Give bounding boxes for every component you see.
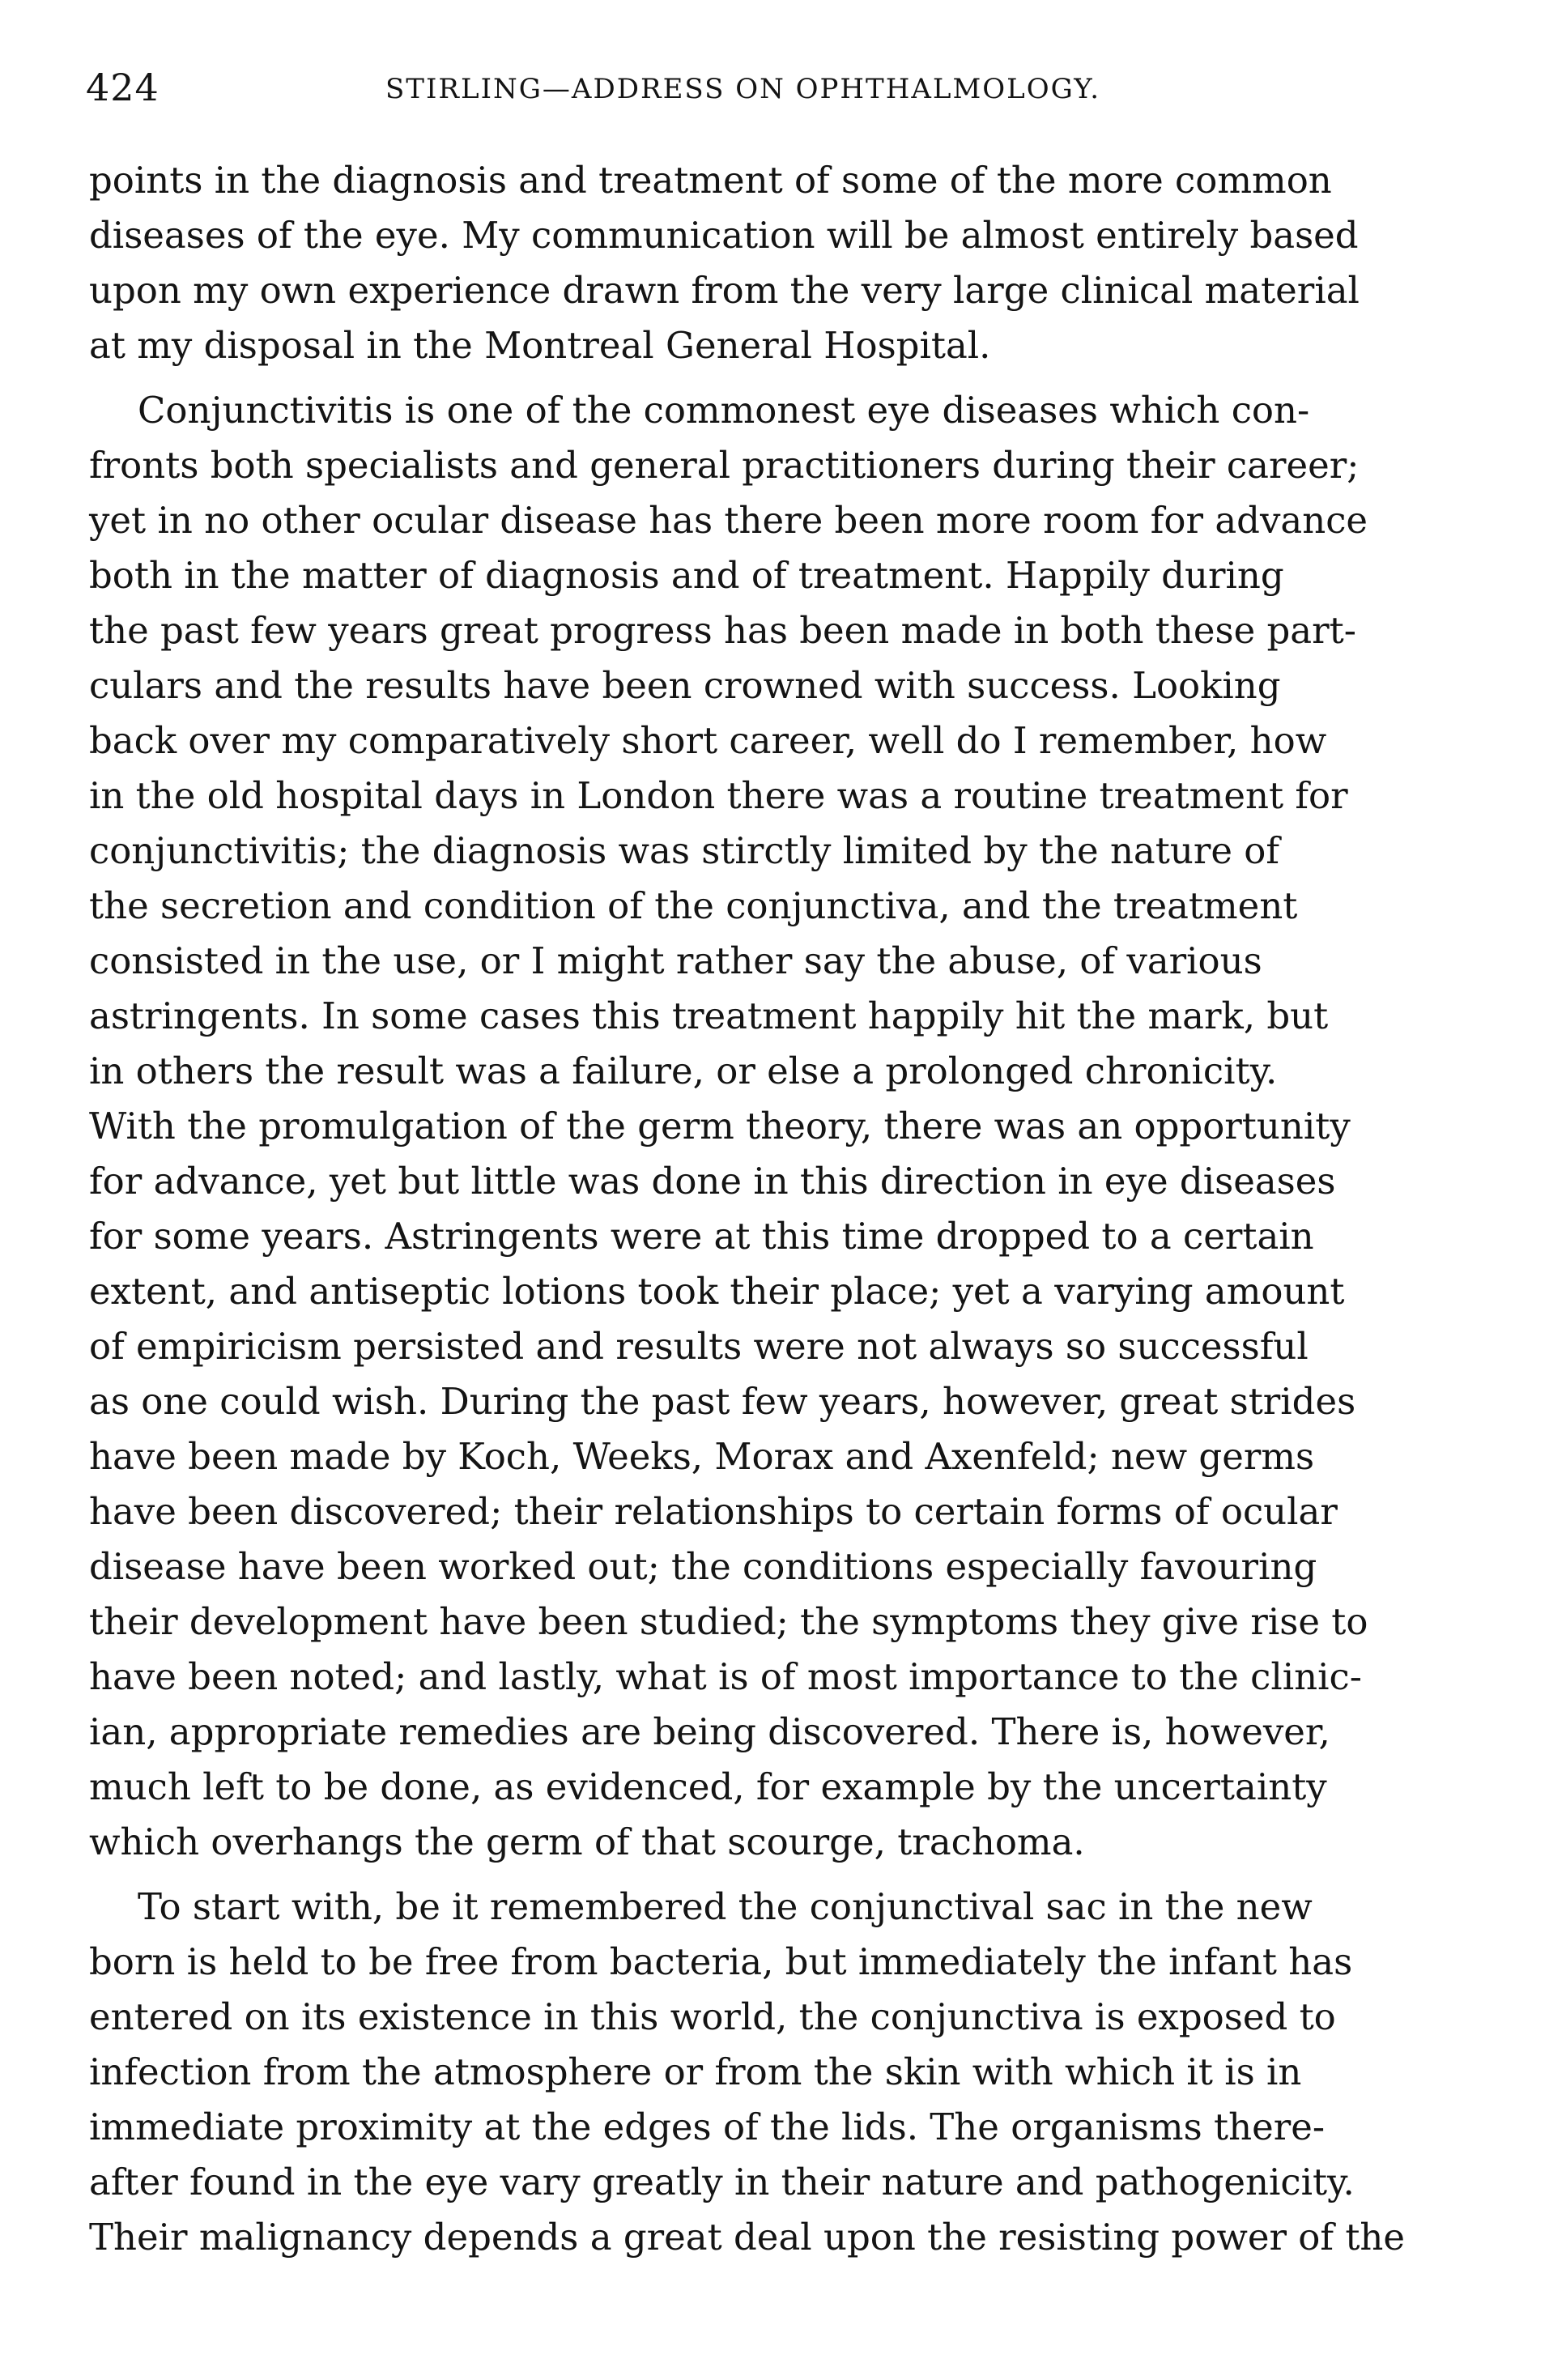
text-line: as one could wish. During the past few years, however, great strides bbox=[89, 1380, 1356, 1423]
text-line: culars and the results have been crowned with success. Looking bbox=[89, 664, 1281, 707]
text-line: astringents. In some cases this treatment happily hit the mark, but bbox=[89, 994, 1329, 1037]
text-line: the secretion and condition of the conjunctiva, and the treatment bbox=[89, 884, 1298, 927]
text-line: of empiricism persisted and results were not always so successful bbox=[89, 1325, 1309, 1368]
text-line: infection from the atmosphere or from the skin with which it is in bbox=[89, 2050, 1302, 2093]
text-line: for some years. Astringents were at this time dropped to a certain bbox=[89, 1215, 1314, 1258]
text-line: the past few years great progress has been made in both these part- bbox=[89, 609, 1356, 652]
text-line: extent, and antiseptic lotions took their place; yet a varying amount bbox=[89, 1270, 1345, 1313]
text-line: in the old hospital days in London there was a routine treatment for bbox=[89, 774, 1348, 817]
text-line: both in the matter of diagnosis and of treatment. Happily during bbox=[89, 554, 1284, 597]
text-line: have been noted; and lastly, what is of most importance to the clinic- bbox=[89, 1655, 1362, 1698]
text-line: at my disposal in the Montreal General Hospital. bbox=[89, 324, 991, 367]
text-line: diseases of the eye. My communication will be almost entirely based bbox=[89, 214, 1359, 257]
text-line: in others the result was a failure, or else a prolonged chronicity. bbox=[89, 1049, 1278, 1092]
running-head: STIRLING—ADDRESS ON OPHTHALMOLOGY. bbox=[385, 73, 1101, 105]
page-header bbox=[86, 63, 1472, 112]
text-line: entered on its existence in this world, the conjunctiva is exposed to bbox=[89, 1995, 1336, 2038]
text-line: points in the diagnosis and treatment of some of the more common bbox=[89, 159, 1332, 202]
text-line: have been discovered; their relationships to certain forms of ocular bbox=[89, 1490, 1338, 1533]
text-line: immediate proximity at the edges of the lids. The organisms there- bbox=[89, 2105, 1326, 2148]
text-line: consisted in the use, or I might rather say the abuse, of various bbox=[89, 939, 1262, 982]
paragraph-start-line: To start with, be it remembered the conjunctival sac in the new bbox=[138, 1885, 1313, 1928]
text-line: disease have been worked out; the conditions especially favouring bbox=[89, 1545, 1317, 1588]
text-line: yet in no other ocular disease has there been more room for advance bbox=[89, 499, 1368, 542]
text-line: With the promulgation of the germ theory, there was an opportunity bbox=[89, 1105, 1351, 1147]
page-number: 424 bbox=[86, 66, 160, 109]
text-line: upon my own experience drawn from the very large clinical material bbox=[89, 269, 1360, 312]
text-line: born is held to be free from bacteria, but immediately the infant has bbox=[89, 1940, 1353, 1983]
text-line: for advance, yet but little was done in this direction in eye diseases bbox=[89, 1160, 1336, 1203]
text-line: back over my comparatively short career, well do I remember, how bbox=[89, 719, 1327, 762]
text-line: Their malignancy depends a great deal upon the resisting power of the bbox=[89, 2216, 1406, 2259]
text-line: fronts both specialists and general practitioners during their career; bbox=[89, 444, 1360, 487]
text-line: which overhangs the germ of that scourge, trachoma. bbox=[89, 1820, 1085, 1863]
text-line: ian, appropriate remedies are being discovered. There is, however, bbox=[89, 1710, 1330, 1753]
text-line: conjunctivitis; the diagnosis was stirctly limited by the nature of bbox=[89, 829, 1280, 872]
text-line: their development have been studied; the symptoms they give rise to bbox=[89, 1600, 1368, 1643]
text-line: have been made by Koch, Weeks, Morax and Axenfeld; new germs bbox=[89, 1435, 1315, 1478]
text-line: after found in the eye vary greatly in their nature and pathogenicity. bbox=[89, 2161, 1355, 2203]
paragraph-start-line: Conjunctivitis is one of the commonest eye diseases which con- bbox=[138, 389, 1310, 432]
text-line: much left to be done, as evidenced, for example by the uncertainty bbox=[89, 1765, 1327, 1808]
